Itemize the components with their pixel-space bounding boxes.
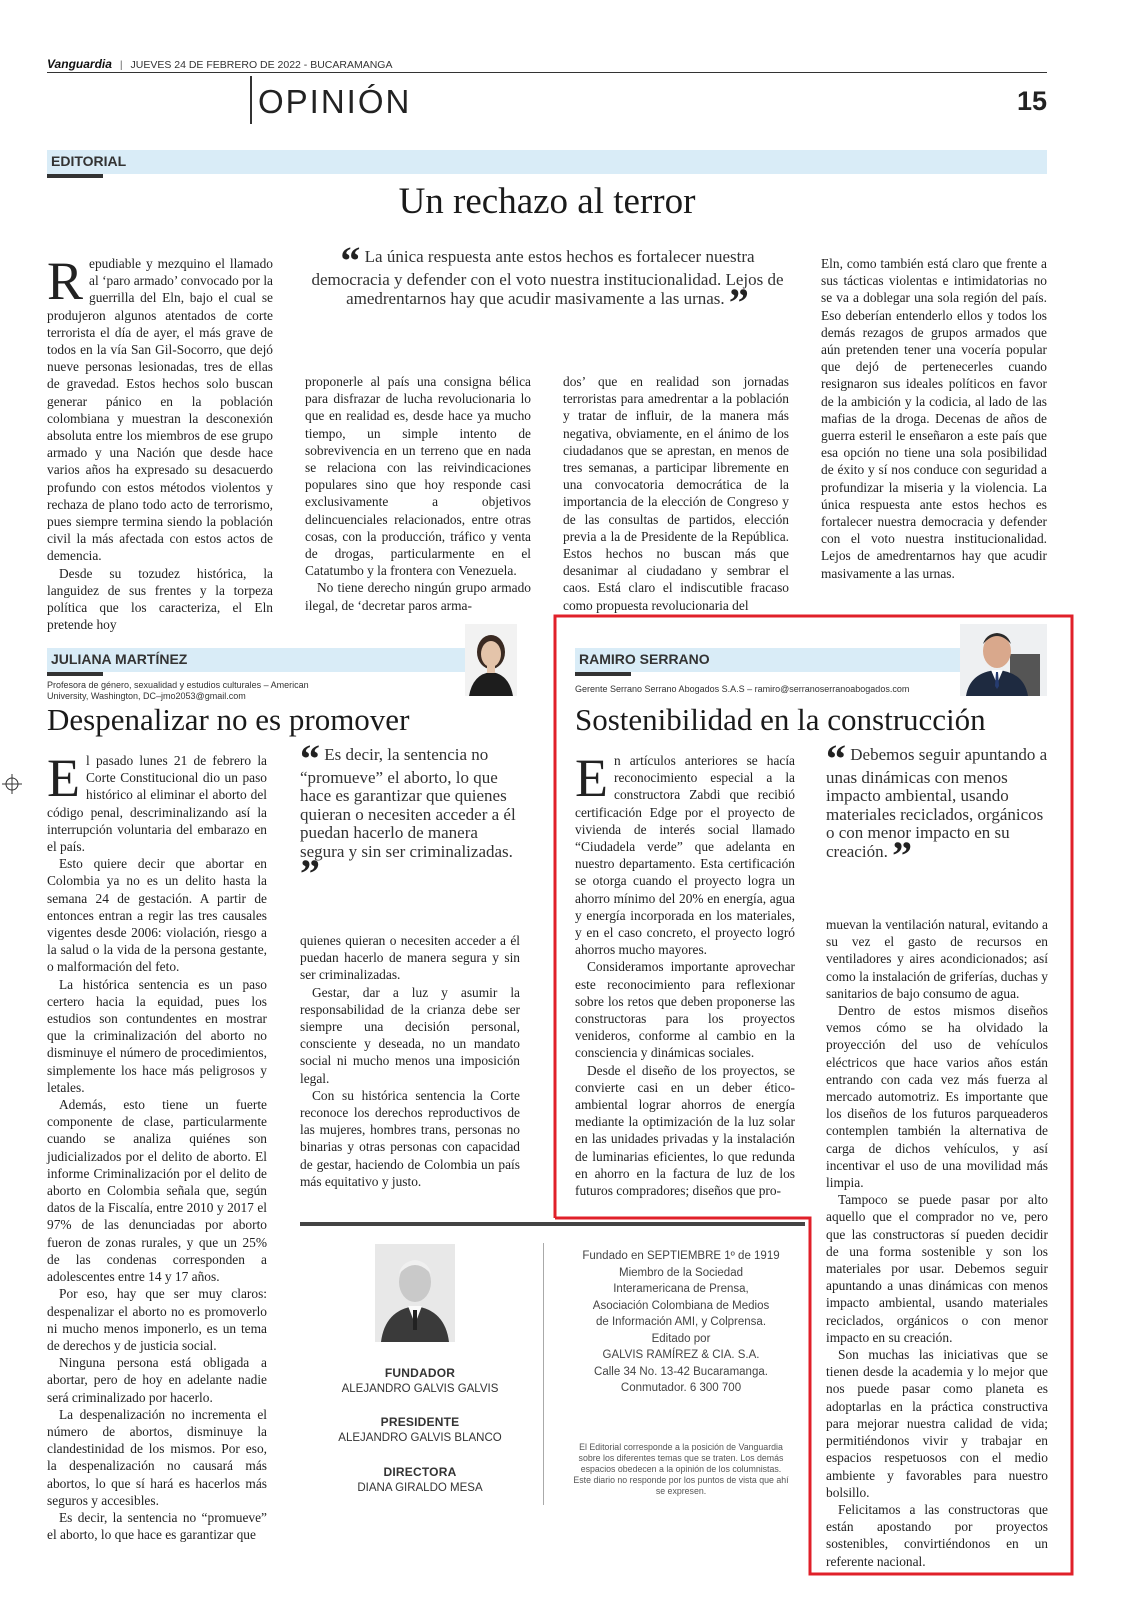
brand-logo: Vanguardia: [47, 57, 112, 71]
editorial-title: Un rechazo al terror: [398, 181, 696, 222]
open-quote-icon: “: [300, 736, 320, 781]
close-quote-icon: ”: [300, 851, 320, 897]
pull-quote-juliana: “ Es decir, la sentencia no “promueve” el aborto, lo que hace es garantizar que quienes quieran o necesiten acceder a él puedan hacerlo de manera segura y sin ser criminalizadas. ”: [300, 736, 516, 897]
editorial-col-4: Eln, como también está claro que frente a sus tácticas violentas e intimidatorias no se va a doblegar una sola región del país. Eso deberían entenderlo ellos y todos los demás rezagos de grupos armados que aún pretenden tener una vocería popular que dejó de pertenecerles cuando resignaron sus ideales políticos en favor de la ambición y la codicia, al lado de las mafias de la droga. Decenas de años de guerra esteril le enseñaron a este país que esa opción no tiene una sola posibilidad de éxito y sí nos conduce con seguridad a profundizar la miseria y la violencia. La única respuesta ante estos hechos es fortalecer nuestra democracia y defender con el voto nuestra institucionalidad. Lejos de amedrentarnos hay que acudir masivamente a las urnas.: [821, 256, 1047, 581]
article-title-ramiro: Sostenibilidad en la construcción: [575, 702, 986, 737]
close-quote-icon: ”: [728, 279, 749, 325]
editorial-col-3: dos’ que en realidad son jornadas terroristas para amedrentar a la población y tratar de influir, de la manera más negativa, obviamente, en el ánimo de los ciudadanos que se aprestan, en menos de tres semanas, a participar libremente en una convocatoria democrática de la importancia de la elección de Congreso y de las consultas de partidos, elección previa a la de Presidente de la República. Estos hechos no buscan más que desanimar al ciudadano y sembrar el caos. Está claro el indiscutible fracaso como propuesta revolucionaria del: [563, 374, 789, 613]
close-quote-icon: ”: [892, 832, 913, 878]
editorial-col-1: Repudiable y mezquino el llamado al ‘paro armado’ convocado por la guerrilla del Eln, bajo el cual se produjeron algunos atentados de corte terrorista el día de ayer, el más grave de todos en la vía San Gil-Socorro, que dejó nueve personas lesionadas, tres de ellas de gravedad. Estos hechos solo buscan generar pánico en la población colombiana y muestran la desconexión absoluta entre los miembros de ese grupo armado y una Nación que desde hace varios años ha expresado su desacuerdo profundo con estos métodos violentos y rechaza de plano todo acto de terrorismo, pues siempre termina siendo la población civil la más afectada con estos actos de demencia. Desde su tozudez histórica, la languidez de sus frentes y la torpeza política que los caracteriza, el Eln pretende hoy: [47, 251, 273, 633]
staff-directora: DIRECTORA DIANA GIRALDO MESA: [357, 1465, 483, 1494]
author-bio-ramiro: Gerente Serrano Serrano Abogados S.A.S – ramiro@serranoserranoabogados.com: [575, 684, 910, 694]
article-col-juliana-2: quienes quieran o necesiten acceder a él puedan hacerlo de manera segura y sin ser criminalizadas. Gestar, dar a luz y asumir la responsabilidad de la crianza debe ser siempre una decisión personal, consciente y deseada, no un mandato social ni mucho menos una imposición legal. Con su histórica sentencia la Corte reconoce los derechos reproductivos de las mujeres, hombres trans, personas no binarias y otras personas con capacidad de gestar, haciendo de Colombia un país más equitativo y justo.: [300, 933, 520, 1189]
article-col-juliana-1: El pasado lunes 21 de febrero la Corte Constitucional dio un paso histórico al eliminar el aborto del código penal, descriminalizando así la interrupción voluntaria del embarazo en el país. Esto quiere decir que abortar en Colombia ya no es un delito hasta la semana 24 de gestación. A partir de entonces entran a regir las tres causales vigentes desde 2006: violación, riesgo a la salud o la vida de la persona gestante, o malformación del feto. La histórica sentencia es un paso certero hacia la equidad, pues los estudios son contundentes en mostrar que la criminalización del aborto no disminuye el número de procedimientos, simplemente los hace más peligrosos y letales. Además, esto tiene un fuerte componente de clase, particularmente cuando se analiza quiénes son judicializados por el delito de aborto. El informe Criminalización por el delito de aborto en Colombia señala que, según datos de la Fiscalía, entre 2010 y 2017 el 97% de las denunciadas por aborto fueron de zonas rurales, y que un 25% de las condenas corresponden a adolescentes entre 14 y 17 años. Por eso, hay que ser muy claros: despenalizar el aborto no es promoverlo ni mucho menos imponerlo, es un tema de derechos y de justicia social. Ninguna persona está obligada a abortar, pero de hoy en adelante nadie será criminalizado por hacerlo. La despenalización no incrementa el número de abortos, disminuye la clandestinidad de los mismos. Por eso, la despenalización no causará más abortos, lo que sí hará es hacerlos más seguros y accesibles. Es decir, la sentencia no “promueve” el aborto, lo que hace es garantizar que: [47, 748, 267, 1543]
top-bar: Vanguardia | JUEVES 24 DE FEBRERO DE 2022 - BUCARAMANGA: [47, 57, 1047, 73]
staff-rule: [300, 1222, 805, 1226]
open-quote-icon: “: [826, 736, 846, 781]
article-col-ramiro-1: En artículos anteriores se hacía reconocimiento especial a la constructora Zabdi que recibió certificación Edge por el proyecto de vivienda de interés social llamado “Ciudadela verde” que adelanta en nuestro departamento. Esta certificación se otorga cuando el proyecto logra un ahorro mínimo del 20% en energía, agua y energía incorporada en los materiales, y en el caso concreto, el proyecto logró ahorros mucho mayores. Consideramos importante aprovechar este reconocimiento para reflexionar sobre los retos que deben proponerse las constructoras para los proyectos venideros, conforme al cambio en la consciencia y dinámicas sociales. Desde el diseño de los proyectos, se convierte casi en un deber ético-ambiental lograr ahorros de energía mediante la optimización de la luz solar en las unidades privadas y la instalación de luminarias eficientes, lo que redunda en ahorro en la factura de luz de los futuros compradores; diseños que pro-: [575, 748, 795, 1199]
masthead-info: Fundado en SEPTIEMBRE 1º de 1919 Miembro de la Sociedad Interamericana de Prensa, Asociación Colombiana de Medios de Información AMI, y Colprensa. Editado por GALVIS RAMÍREZ & CIA. S.A. Calle 34 No. 13-42 Bucaramanga. Conmutador. 6 300 700: [582, 1250, 780, 1394]
pull-quote-ramiro: “ Debemos seguir apuntando a unas dinámicas con menos impacto ambiental, usando materiales reciclados, orgánicos o con menor impacto en su creación. ”: [826, 736, 1048, 878]
staff-divider: [543, 1243, 544, 1505]
article-col-ramiro-2: muevan la ventilación natural, evitando a su vez el gasto de recursos en ventiladores y aires acondicionados; así como la instalación de griferías, duchas y sanitarios de bajo consumo de agua. Dentro de estos mismos diseños vemos cómo se ha olvidado la proyección del uso de vehículos eléctricos que hace varios años están entrando con cada vez más fuerza al mercado automotriz. Es importante que los diseños de los futuros parqueaderos contemplen también la alternativa de carga de dichos vehículos, y así incentivar el uso de una movilidad más limpia. Tampoco se puede pasar por alto aquello que el comprador no ve, pero que las constructoras sí pueden decidir de una forma sostenible y son los materiales por usar. Debemos seguir apuntando a unas dinámicas con menos impacto ambiental, usando materiales reciclados, orgánicos o con menor impacto en su creación. Son muchas las iniciativas que se tienen desde la academia y lo mejor que nos puede pasar como planeta es adoptarlas en la práctica constructiva para mejorar nuestra calidad de vida; permitiéndonos vivir y trabajar en espacios respetuosos con el medio ambiente y favorables para nuestro bolsillo. Felicitamos a las constructoras que están apostando por proyectos sostenibles, convirtiéndonos en un referente nacional.: [826, 917, 1048, 1569]
section-title: OPINIÓN: [258, 83, 412, 120]
open-quote-icon: “: [340, 238, 361, 283]
founder-photo: [375, 1244, 455, 1342]
editorial-quote-text: La única respuesta ante estos hechos es fortalecer nuestra democracia y defender con el voto nuestra institucionalidad. Lejos de amedrentarnos hay que acudir masivamente a las urnas.: [311, 247, 784, 308]
masthead-note: El Editorial corresponde a la posición de Vanguardia sobre los diferentes temas que se traten. Los demás espacios obedecen a la opinión de los columnistas. Este diario no responde por los puntos de vista que ahí se expresen.: [573, 1442, 789, 1496]
page-number: 15: [1016, 86, 1047, 116]
staff-fundador: FUNDADOR ALEJANDRO GALVIS GALVIS: [341, 1366, 499, 1395]
author-bio-juliana: Profesora de género, sexualidad y estudios culturales – American University, Washington, DC–jmo2053@gmail.com: [47, 680, 309, 701]
article-title-juliana: Despenalizar no es promover: [47, 702, 410, 737]
header-date: JUEVES 24 DE FEBRERO DE 2022 - BUCARAMANGA: [130, 59, 393, 71]
staff-presidente: PRESIDENTE ALEJANDRO GALVIS BLANCO: [338, 1415, 502, 1444]
registration-mark-icon: [2, 774, 22, 794]
editorial-drop-cap: R: [47, 251, 84, 311]
author-name-juliana: JULIANA MARTÍNEZ: [51, 651, 188, 667]
editorial-col-2: proponerle al país una consigna bélica para disfrazar de lucha revolucionaria lo que en realidad es, desde hace ya mucho tiempo, un simple intento de sobrevivencia en un terreno que en nada se relaciona con las reivindicaciones populares sino que hoy responde casi exclusivamente a objetivos delincuenciales relacionados, entre otras cosas, con la producción, tráfico y venta de drogas, particularmente en el Catatumbo y la frontera con Venezuela. No tiene derecho ningún grupo armado ilegal, de ‘decretar paros arma-: [305, 374, 531, 613]
author-name-ramiro: RAMIRO SERRANO: [579, 651, 710, 667]
editorial-label: EDITORIAL: [51, 153, 127, 169]
